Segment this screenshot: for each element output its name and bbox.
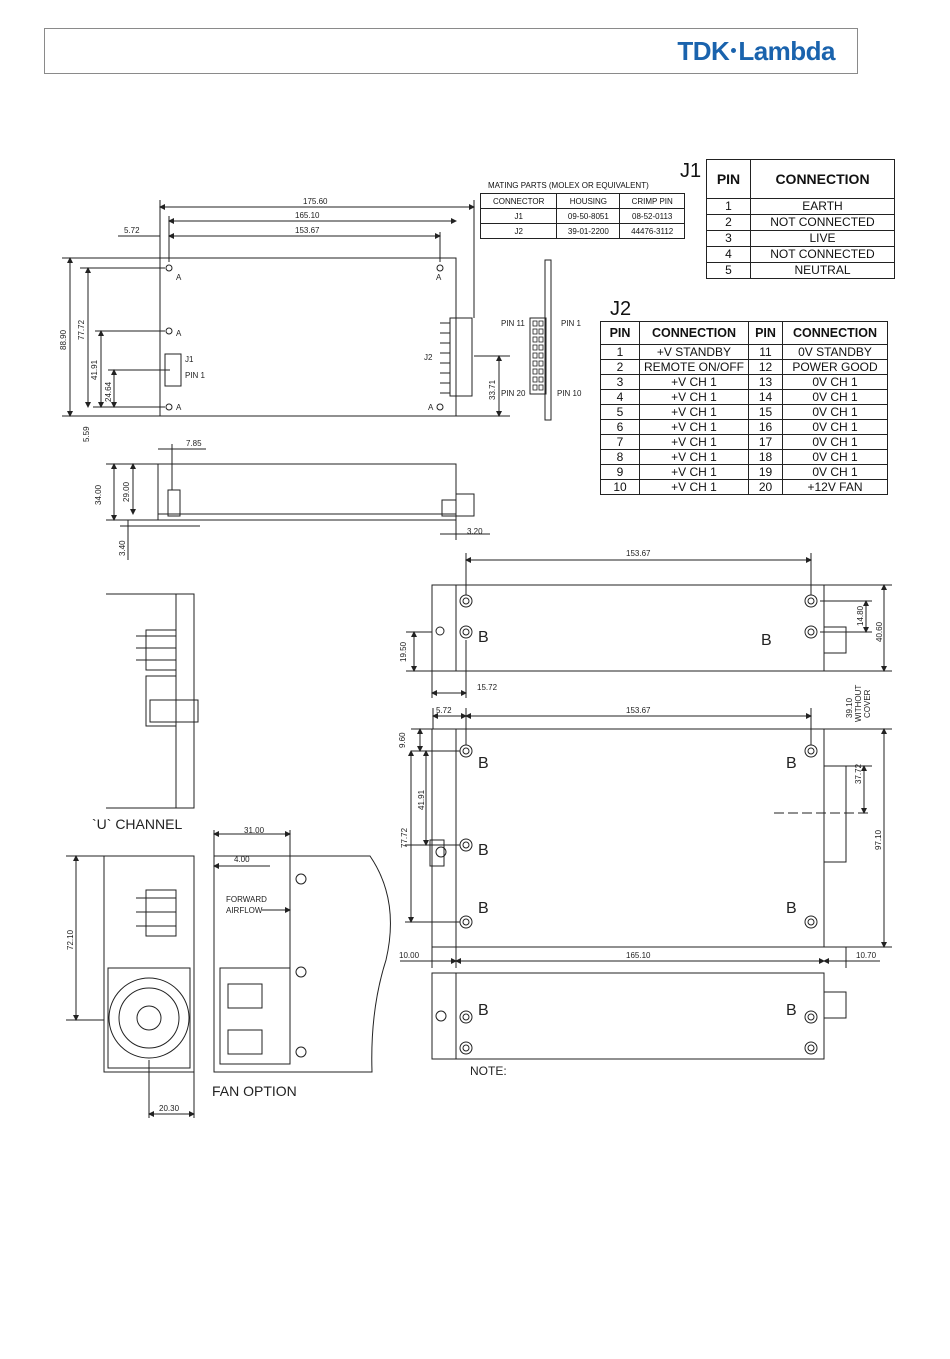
dim-31-00: 31.00 — [244, 826, 265, 835]
j2-cell: 18 — [749, 450, 783, 465]
chassis-bottom-view — [432, 729, 824, 947]
dim-7-85: 7.85 — [186, 439, 202, 448]
j1-cell: EARTH — [751, 199, 895, 215]
mount-b-label: B — [478, 755, 489, 772]
mating-cell: 44476-3112 — [620, 224, 685, 239]
mount-hole-b — [460, 839, 472, 851]
mount-hole-b — [460, 916, 472, 928]
pcb-side-view — [158, 464, 456, 520]
dim-4-00: 4.00 — [234, 855, 250, 864]
mating-cell: 39-01-2200 — [557, 224, 620, 239]
chassis-lower-side-view — [432, 973, 824, 1059]
j2-cell: 0V CH 1 — [783, 390, 888, 405]
j1-cell: 3 — [707, 231, 751, 247]
dim-29-00: 29.00 — [122, 481, 131, 502]
j1-pin1-label: PIN 1 — [185, 371, 206, 380]
mating-cell: 08-52-0113 — [620, 209, 685, 224]
mount-hole-b — [460, 595, 472, 607]
dim-88-90: 88.90 — [59, 329, 68, 350]
j2-cell: +V CH 1 — [640, 450, 749, 465]
j1-cell: NOT CONNECTED — [751, 247, 895, 263]
mount-hole-a — [166, 328, 172, 334]
dim-41-91-r2: 41.91 — [417, 789, 426, 810]
j2-col-connection-b: CONNECTION — [783, 322, 888, 345]
j2-cell: 17 — [749, 435, 783, 450]
j1-cell: 1 — [707, 199, 751, 215]
pin11-label: PIN 11 — [501, 319, 525, 328]
mating-col-connector: CONNECTOR — [481, 194, 557, 209]
j2-cell: 20 — [749, 480, 783, 495]
dim-5-72: 5.72 — [124, 226, 140, 235]
j1-col-connection: CONNECTION — [751, 160, 895, 199]
note-label: NOTE: — [470, 1064, 507, 1078]
mating-cell: J1 — [481, 209, 557, 224]
mount-b-label: B — [786, 900, 797, 917]
dim-20-30: 20.30 — [159, 1104, 180, 1113]
j2-cell: 13 — [749, 375, 783, 390]
dim-153-67-r1: 153.67 — [626, 549, 651, 558]
dim-34-00: 34.00 — [94, 484, 103, 505]
dim-97-10: 97.10 — [874, 829, 883, 850]
dim-24-64: 24.64 — [104, 381, 113, 402]
forward-airflow-label: FORWARD — [226, 895, 267, 904]
mount-b-label: B — [761, 632, 772, 649]
dim-72-10: 72.10 — [66, 929, 75, 950]
j1-cell: LIVE — [751, 231, 895, 247]
j2-cell: 3 — [601, 375, 640, 390]
fan-option-end-view — [104, 856, 194, 1072]
j2-cell: +V CH 1 — [640, 435, 749, 450]
fan-icon — [109, 978, 189, 1058]
j1-cell: NOT CONNECTED — [751, 215, 895, 231]
j2-cell: 0V STANDBY — [783, 345, 888, 360]
j2-cell: 7 — [601, 435, 640, 450]
without-cover-label: 39.10 — [845, 697, 854, 718]
j2-cell: +V STANDBY — [640, 345, 749, 360]
dim-14-80: 14.80 — [856, 605, 865, 626]
j2-cell: REMOTE ON/OFF — [640, 360, 749, 375]
mount-b-label: B — [478, 629, 489, 646]
mount-hole-b — [460, 745, 472, 757]
j2-cell: 5 — [601, 405, 640, 420]
mount-hole-b — [805, 1011, 817, 1023]
j2-cell: +12V FAN — [783, 480, 888, 495]
fan-option-label: FAN OPTION — [212, 1083, 297, 1099]
dim-165-10-r2: 165.10 — [626, 951, 651, 960]
mount-hole-b — [805, 626, 817, 638]
j2-cell: +V CH 1 — [640, 375, 749, 390]
j1-cell: 4 — [707, 247, 751, 263]
j2-cell: 10 — [601, 480, 640, 495]
chassis-side-view — [432, 585, 824, 671]
fan-option-side-view — [214, 856, 390, 1072]
dim-165-10: 165.10 — [295, 211, 320, 220]
dim-77-72: 77.72 — [77, 319, 86, 340]
forward-airflow-label: AIRFLOW — [226, 906, 263, 915]
dim-153-67-r2: 153.67 — [626, 706, 651, 715]
mount-b-label: B — [478, 1002, 489, 1019]
mount-a-label: A — [176, 329, 182, 338]
dim-40-60: 40.60 — [875, 621, 884, 642]
mount-hole-a — [166, 265, 172, 271]
mount-hole-b — [460, 1042, 472, 1054]
j2-cell: 9 — [601, 465, 640, 480]
j2-cell: 4 — [601, 390, 640, 405]
mating-cell: J2 — [481, 224, 557, 239]
dim-33-71: 33.71 — [488, 379, 497, 400]
mount-a-label: A — [176, 403, 182, 412]
u-channel-label: `U` CHANNEL — [92, 816, 183, 832]
mount-hole-b — [805, 745, 817, 757]
j2-cell: 0V CH 1 — [783, 435, 888, 450]
dim-3-40: 3.40 — [118, 540, 127, 556]
j2-cell: +V CH 1 — [640, 405, 749, 420]
j2-cell: 0V CH 1 — [783, 405, 888, 420]
dim-3-20: 3.20 — [467, 527, 483, 536]
mount-a-label: A — [428, 403, 434, 412]
j2-cell: 8 — [601, 450, 640, 465]
mount-a-label: A — [176, 273, 182, 282]
j2-col-pin-a: PIN — [601, 322, 640, 345]
j2-cell: +V CH 1 — [640, 420, 749, 435]
mount-hole-b — [805, 916, 817, 928]
tdk-lambda-logo: TDK Lambda — [677, 36, 835, 66]
j2-cell: +V CH 1 — [640, 480, 749, 495]
j2-cell: 2 — [601, 360, 640, 375]
pin20-label: PIN 20 — [501, 389, 526, 398]
dim-10-00: 10.00 — [399, 951, 420, 960]
without-cover-label: COVER — [863, 689, 872, 718]
mating-col-housing: HOUSING — [557, 194, 620, 209]
dim-19-50: 19.50 — [399, 641, 408, 662]
j2-cell: 16 — [749, 420, 783, 435]
j1-cell: 5 — [707, 263, 751, 279]
j1-cell: NEUTRAL — [751, 263, 895, 279]
mating-col-crimp: CRIMP PIN — [620, 194, 685, 209]
dim-15-72: 15.72 — [477, 683, 498, 692]
mount-hole-b — [460, 626, 472, 638]
mount-hole-a — [437, 265, 443, 271]
mount-hole-b — [805, 1042, 817, 1054]
dim-77-72-r2: 77.72 — [400, 827, 409, 848]
j2-cell: +V CH 1 — [640, 465, 749, 480]
j2-cell: 0V CH 1 — [783, 465, 888, 480]
without-cover-label: WITHOUT — [854, 684, 863, 722]
dim-175-60: 175.60 — [303, 197, 328, 206]
mount-b-label: B — [786, 755, 797, 772]
mount-hole-a — [437, 404, 443, 410]
mount-b-label: B — [478, 900, 489, 917]
dim-5-72-r2: 5.72 — [436, 706, 452, 715]
mating-cell: 09-50-8051 — [557, 209, 620, 224]
dim-41-91: 41.91 — [90, 359, 99, 380]
pcb-top-view-outline — [160, 258, 456, 416]
j2-pin-block — [530, 318, 546, 394]
j2-cell: 11 — [749, 345, 783, 360]
j2-cell: 12 — [749, 360, 783, 375]
j2-cell: 6 — [601, 420, 640, 435]
dim-153-67: 153.67 — [295, 226, 320, 235]
mount-hole-b — [805, 595, 817, 607]
j2-cell: 1 — [601, 345, 640, 360]
j2-cell: 19 — [749, 465, 783, 480]
j1-cell: 2 — [707, 215, 751, 231]
mating-caption: MATING PARTS (MOLEX OR EQUIVALENT) — [488, 181, 649, 190]
j2-cell: 15 — [749, 405, 783, 420]
pin10-label: PIN 10 — [557, 389, 582, 398]
j2-cell: POWER GOOD — [783, 360, 888, 375]
j2-cell: 0V CH 1 — [783, 375, 888, 390]
j2-cell: +V CH 1 — [640, 390, 749, 405]
dim-9-60: 9.60 — [398, 732, 407, 748]
mount-b-label: B — [478, 842, 489, 859]
j1-title: J1 — [680, 160, 702, 182]
mount-b-label: B — [786, 1002, 797, 1019]
j2-cell: 0V CH 1 — [783, 420, 888, 435]
dim-10-70: 10.70 — [856, 951, 877, 960]
j1-col-pin: PIN — [707, 160, 751, 199]
j1-ref-label: J1 — [185, 355, 194, 364]
mount-hole-b — [460, 1011, 472, 1023]
j2-cell: 14 — [749, 390, 783, 405]
j2-col-connection-a: CONNECTION — [640, 322, 749, 345]
j2-cell: 0V CH 1 — [783, 450, 888, 465]
j2-title: J2 — [610, 298, 632, 320]
j2-col-pin-b: PIN — [749, 322, 783, 345]
j2-connector — [450, 318, 472, 396]
pin1-label: PIN 1 — [561, 319, 582, 328]
j2-ref-label: J2 — [424, 353, 433, 362]
dim-5-59: 5.59 — [82, 426, 91, 442]
mount-a-label: A — [436, 273, 442, 282]
dim-37-72: 37.72 — [854, 763, 863, 784]
mount-hole-a — [166, 404, 172, 410]
